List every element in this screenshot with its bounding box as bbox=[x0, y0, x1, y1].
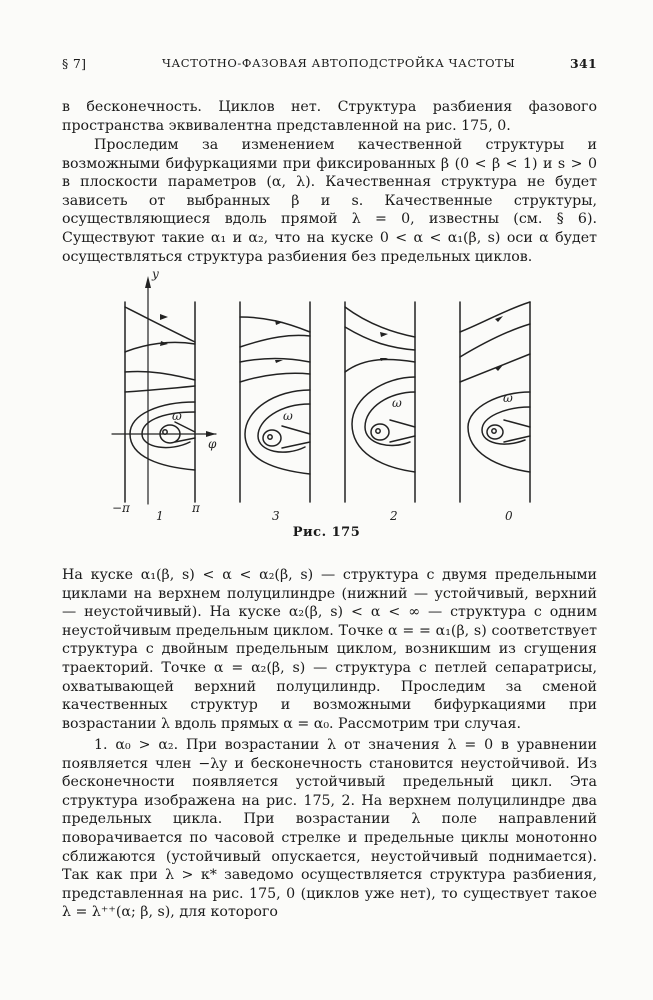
y-axis-label: y bbox=[152, 267, 159, 281]
panel-label-3: 3 bbox=[272, 509, 280, 523]
omega-label-panel-0: ω bbox=[503, 391, 513, 405]
omega-label-panel-2: ω bbox=[392, 396, 402, 410]
panel-3-phase-portrait bbox=[240, 302, 310, 502]
section-ref: § 7] bbox=[62, 56, 87, 71]
paragraph-continuation: в бесконечность. Циклов нет. Структура разбиения фазового пространства эквивалентна представленной на рис. 175, 0. bbox=[62, 99, 597, 134]
figure-caption: Рис. 175 bbox=[292, 525, 361, 540]
paragraph-bifurcations: Проследим за изменением качественной структуры и возможными бифуркациями при фиксированных β (0 < β < 1) и s > 0 в плоскости параметров (α, λ). Качественная структура не будет зависеть от выбранных β и s. Качественные структуры, осуществляющиеся вдоль прямой λ = 0, известны (см. § 6). Существуют такие α₁ и α₂, что на куске 0 < α < α₁(β, s) оси α будет осуществляться структура разбиения без предельных циклов. bbox=[62, 137, 597, 265]
panel-1-phase-portrait bbox=[112, 276, 216, 504]
paragraph-case-1: 1. α₀ > α₂. При возрастании λ от значения λ = 0 в уравнении появляется член −λy и бесконечность становится неустойчивой. Из бесконечности появляется устойчивый предельный цикл. Эта структура изображена на рис. 175, 2. На верхнем полуцилиндре два предельных цикла. При возрастании λ поле направлений поворачивается по часовой стрелке и предельные циклы монотонно сближаются (устойчивый опускается, неустойчивый поднимается). Так как при λ > κ* заведомо осуществляется структура разбиения, представленная на рис. 175, 0 (циклов уже нет), то существует такое λ = λ⁺⁺(α; β, s), для которого bbox=[62, 737, 597, 921]
tick-pi: π bbox=[192, 501, 200, 515]
page-number: 341 bbox=[570, 56, 597, 71]
chapter-title: ЧАСТОТНО-ФАЗОВАЯ АВТОПОДСТРОЙКА ЧАСТОТЫ bbox=[162, 56, 516, 70]
tick-minus-pi: −π bbox=[112, 501, 130, 515]
omega-label-panel-1: ω bbox=[172, 409, 182, 423]
running-header bbox=[62, 56, 597, 76]
paragraph-structures: На куске α₁(β, s) < α < α₂(β, s) — структура с двумя предельными циклами на верхнем полуцилиндре (нижний — устойчивый, верхний — неустойчивый). На куске α₂(β, s) < α < ∞ — структура с одним неустойчивым предельным циклом. Точке α = = α₁(β, s) соответствует структура с двойным предельным циклом, возникшим из сгущения траекторий. Точке α = α₂(β, s) — структура с петлей сепаратрисы, охватывающей верхний полуцилиндр. Проследим за сменой качественных структур и возможными бифуркациями при возрастании λ вдоль прямых α = α₀. Рассмотрим три случая. bbox=[62, 567, 597, 732]
figure-175 bbox=[100, 262, 540, 524]
panel-label-0: 0 bbox=[505, 509, 513, 523]
panel-label-1: 1 bbox=[156, 509, 164, 523]
panel-label-2: 2 bbox=[390, 509, 398, 523]
omega-label-panel-3: ω bbox=[283, 409, 293, 423]
phi-axis-label: φ bbox=[208, 437, 217, 451]
panel-0-phase-portrait bbox=[460, 302, 530, 502]
